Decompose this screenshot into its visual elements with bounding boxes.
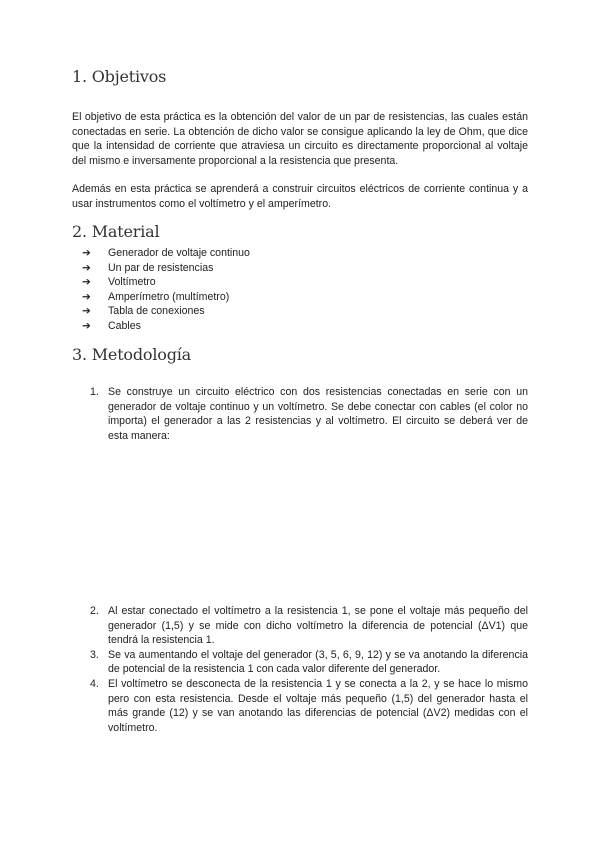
step-text: Se va aumentando el voltaje del generador (3, 5, 6, 9, 12) y se va anotando la diferencia de potencial de la resistencia 1 con cada valor diferente del generador.: [108, 648, 528, 676]
list-item: [82, 275, 250, 290]
step-text: El voltímetro se desconecta de la resistencia 1 y se conecta a la 2, y se hace lo mismo pero con esta resistencia. Desde el voltaje más pequeño (1,5) del generador hasta el más grande (12) y se van anotando las diferencias de potencial (ΔV2) medidas con el voltímetro.: [108, 677, 528, 734]
list-item-text: Generador de voltaje continuo: [108, 247, 250, 259]
arrow-bullet-icon: ➔: [82, 261, 91, 274]
metodologia-step-4: [90, 677, 528, 735]
list-item: [82, 261, 250, 276]
heading-objetivos: 1. Objetivos: [72, 67, 167, 86]
list-item-text: Amperímetro (multímetro): [108, 290, 230, 303]
step-number: 1.: [90, 386, 99, 398]
arrow-bullet-icon: ➔: [82, 290, 91, 303]
metodologia-step-1: [90, 385, 528, 443]
heading-material: 2. Material: [72, 222, 160, 241]
step-number: 2.: [90, 605, 99, 617]
objetivos-paragraph-1: El objetivo de esta práctica es la obtención del valor de un par de resistencias, las cuales están conectadas en serie. La obtención de dicho valor se consigue aplicando la ley de Ohm, que dice que la intensidad de corriente que atraviesa un circuito es directamente proporcional al voltaje del mismo e inversamente proporcional a la resistencia que presenta.: [72, 111, 528, 167]
arrow-bullet-icon: ➔: [82, 319, 91, 332]
metodologia-step-3: [90, 648, 528, 677]
metodologia-step-2: [90, 604, 528, 648]
circuit-figure-placeholder: [108, 450, 528, 600]
list-item: [82, 290, 250, 305]
step-text: Se construye un circuito eléctrico con dos resistencias conectadas en serie con un generador de voltaje continuo y un voltímetro. Se debe conectar con cables (el color no importa) el generador a las 2 resistencias y al voltímetro. El circuito se deberá ver de esta manera:: [108, 386, 528, 442]
arrow-bullet-icon: ➔: [82, 247, 91, 259]
list-item-text: Un par de resistencias: [108, 261, 214, 274]
step-number: 4.: [90, 677, 99, 690]
metodologia-steps-2-4: [90, 604, 528, 735]
list-item-text: Voltímetro: [108, 276, 156, 288]
list-item: [82, 304, 250, 319]
list-item: [82, 246, 250, 261]
objetivos-paragraph-2: Además en esta práctica se aprenderá a construir circuitos eléctricos de corriente continua y a usar instrumentos como el voltímetro y el amperímetro.: [72, 183, 528, 210]
list-item-text: Cables: [108, 319, 141, 332]
step-number: 3.: [90, 648, 99, 661]
arrow-bullet-icon: ➔: [82, 276, 91, 288]
list-item-text: Tabla de conexiones: [108, 305, 205, 317]
step-text: Al estar conectado el voltímetro a la resistencia 1, se pone el voltaje más pequeño del generador (1,5) y se mide con dicho voltímetro la diferencia de potencial (ΔV1) que tendrá la resistencia 1.: [108, 605, 528, 647]
material-list: [82, 246, 250, 333]
arrow-bullet-icon: ➔: [82, 305, 91, 317]
list-item: [82, 319, 250, 334]
heading-metodologia: 3. Metodología: [72, 345, 191, 364]
